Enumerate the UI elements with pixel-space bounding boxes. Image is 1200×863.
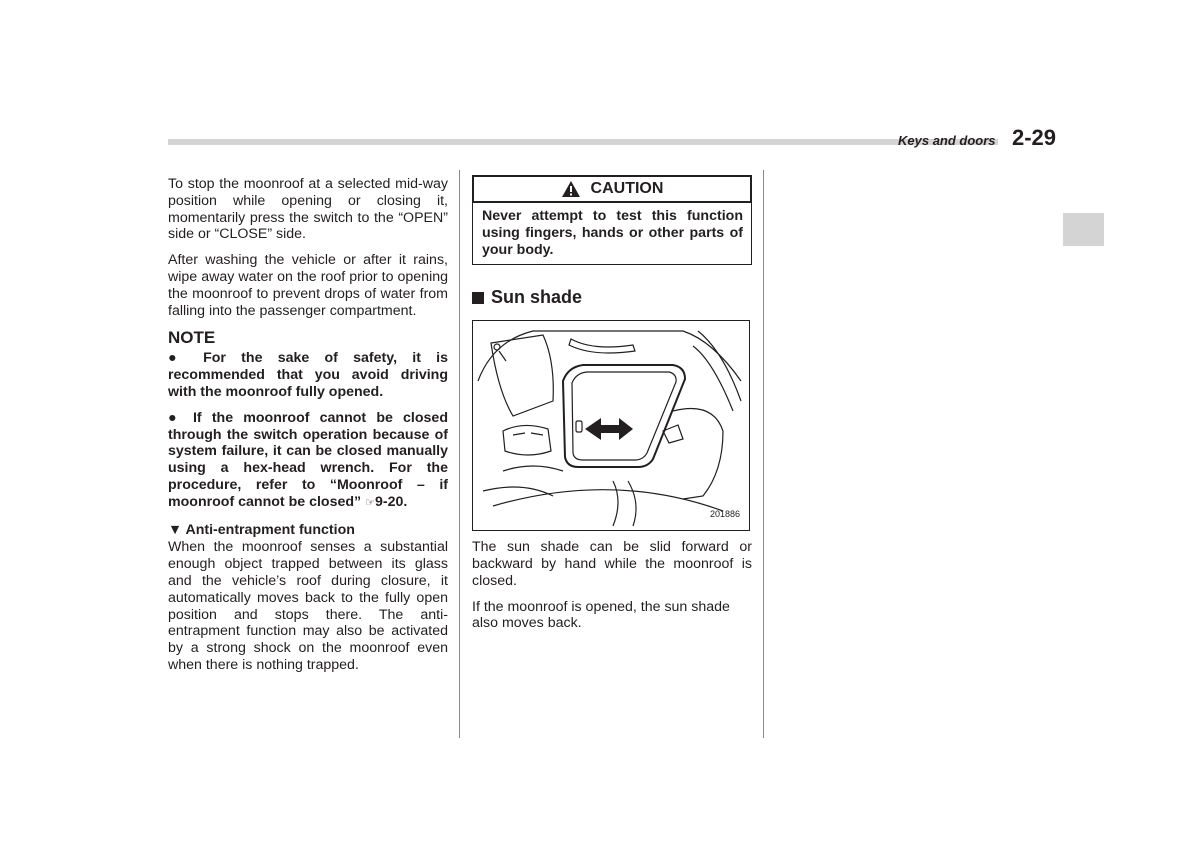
paragraph-sun-shade-slide: The sun shade can be slid forward or backward by hand while the moonroof is closed. xyxy=(472,539,752,589)
anti-entrapment-heading: ▼ Anti-entrapment function xyxy=(168,521,355,538)
note-item-safety: ● For the sake of safety, it is recommended that you avoid driving with the moonroof fully opened. xyxy=(168,350,448,400)
section-title: Keys and doors xyxy=(898,133,996,148)
warning-triangle-icon xyxy=(561,180,581,198)
sun-shade-figure xyxy=(472,320,750,531)
sun-shade-heading-text: Sun shade xyxy=(491,287,583,308)
sun-shade-heading xyxy=(472,289,752,306)
page-reference-icon: ☞ xyxy=(365,496,375,509)
note-item-manual-close-text: ● If the moonroof cannot be closed through the switch operation because of system failure, it can be closed manually using a hex-head wrench. For the procedure, refer to “Moonroof – if moonroof cannot be closed” xyxy=(168,409,448,510)
figure-code: 201886 xyxy=(709,509,740,520)
caution-header xyxy=(472,175,752,203)
note-item-manual-close xyxy=(168,410,448,512)
paragraph-sun-shade-moves: If the moonroof is opened, the sun shade also moves back. xyxy=(472,598,730,632)
chapter-thumb-tab xyxy=(1063,213,1104,246)
page-reference: 9-20. xyxy=(374,493,408,510)
column-divider-left xyxy=(459,170,460,738)
page-number: 2-29 xyxy=(1012,125,1057,150)
paragraph-midway-stop: To stop the moonroof at a selected mid-way position while opening or closing it, momentarily press the switch to the “OPEN” side or “CLOSE” side. xyxy=(168,176,448,243)
column-divider-right xyxy=(763,170,764,738)
section-square-icon xyxy=(472,292,484,304)
caution-title: CAUTION xyxy=(590,179,664,197)
left-column xyxy=(168,176,448,683)
paragraph-water-warning: After washing the vehicle or after it rains, wipe away water on the roof prior to opening the moonroof to prevent drops of water from falling into the passenger compartment. xyxy=(168,252,448,319)
right-column xyxy=(472,175,752,641)
paragraph-anti-entrapment: When the moonroof senses a substantial enough object trapped between its glass and the vehicle’s roof during closure, it automatically moves back to the fully open position and stops there. The anti-entrapment function may also be activated by a strong shock on the moonroof even when there is nothing trapped. xyxy=(168,539,448,673)
note-heading: NOTE xyxy=(168,328,216,348)
caution-text: Never attempt to test this function using fingers, hands or other parts of your body. xyxy=(472,203,752,265)
header-bar xyxy=(168,139,998,145)
moonroof-interior-illustration xyxy=(473,321,749,530)
